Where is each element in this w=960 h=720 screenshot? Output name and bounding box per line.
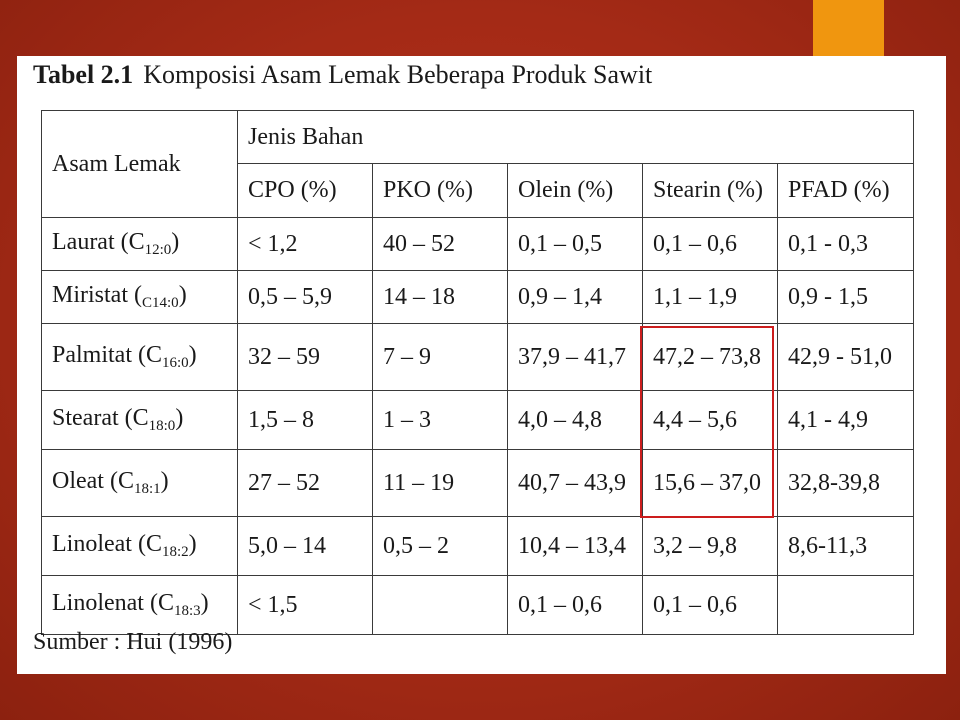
table-cell: 0,1 - 0,3	[778, 218, 914, 271]
table-row	[42, 324, 914, 391]
table-number: Tabel 2.1	[33, 60, 134, 89]
table-cell: 47,2 – 73,8	[643, 324, 778, 391]
table-row	[42, 218, 914, 271]
table-cell: 40,7 – 43,9	[508, 450, 643, 517]
table-row	[42, 391, 914, 450]
col-header: Stearin (%)	[643, 164, 778, 218]
row-label: Linolenat $(C_{18:3})$	[42, 576, 238, 635]
table-cell: 0,1 – 0,5	[508, 218, 643, 271]
table-row	[42, 271, 914, 324]
table-row	[42, 517, 914, 576]
table-cell: 0,9 - 1,5	[778, 271, 914, 324]
header-row-group	[42, 111, 914, 164]
table-cell: 0,5 – 5,9	[238, 271, 373, 324]
slide-content	[17, 56, 946, 674]
col-header: PKO (%)	[373, 164, 508, 218]
table-cell: 8,6-11,3	[778, 517, 914, 576]
table-cell: 7 – 9	[373, 324, 508, 391]
row-label: Laurat $(C_{12:0})$	[42, 218, 238, 271]
row-label: Oleat $(C_{18:1})$	[42, 450, 238, 517]
table-cell: 4,4 – 5,6	[643, 391, 778, 450]
table-cell: 0,5 – 2	[373, 517, 508, 576]
fatty-acid-table	[41, 110, 914, 635]
table-row	[42, 450, 914, 517]
table-cell	[778, 576, 914, 635]
table-cell: 32,8-39,8	[778, 450, 914, 517]
source-citation: Sumber : Hui (1996)	[33, 629, 233, 655]
table-cell: 32 – 59	[238, 324, 373, 391]
row-label: Miristat $(_{C14:0})$	[42, 271, 238, 324]
col-header: CPO (%)	[238, 164, 373, 218]
table-cell: 37,9 – 41,7	[508, 324, 643, 391]
row-label: Palmitat $(C_{16:0})$	[42, 324, 238, 391]
table-caption: Komposisi Asam Lemak Beberapa Produk Sawit	[143, 60, 653, 89]
row-label: Linoleat $(C_{18:2})$	[42, 517, 238, 576]
table-cell	[373, 576, 508, 635]
table-cell: 14 – 18	[373, 271, 508, 324]
table-row	[42, 576, 914, 635]
table-cell: 15,6 – 37,0	[643, 450, 778, 517]
table-cell: 11 – 19	[373, 450, 508, 517]
row-label: Stearat $(C_{18:0})$	[42, 391, 238, 450]
table-cell: 4,1 - 4,9	[778, 391, 914, 450]
table-cell: 42,9 - 51,0	[778, 324, 914, 391]
table-title	[33, 60, 652, 90]
table-cell: 27 – 52	[238, 450, 373, 517]
table-cell: 1,5 – 8	[238, 391, 373, 450]
table-cell: 40 – 52	[373, 218, 508, 271]
table-cell: 0,9 – 1,4	[508, 271, 643, 324]
table-cell: 3,2 – 9,8	[643, 517, 778, 576]
header-asam-lemak: Asam Lemak	[42, 111, 238, 218]
table-cell: 5,0 – 14	[238, 517, 373, 576]
table-cell: 0,1 – 0,6	[643, 576, 778, 635]
table-cell: < 1,2	[238, 218, 373, 271]
accent-bar	[813, 0, 884, 56]
stearin-highlight-box	[640, 326, 774, 518]
table-cell: 0,1 – 0,6	[508, 576, 643, 635]
table-cell: 4,0 – 4,8	[508, 391, 643, 450]
table-cell: 1,1 – 1,9	[643, 271, 778, 324]
col-header: Olein (%)	[508, 164, 643, 218]
col-header: PFAD (%)	[778, 164, 914, 218]
header-jenis-bahan: Jenis Bahan	[238, 111, 914, 164]
table-cell: < 1,5	[238, 576, 373, 635]
table-cell: 1 – 3	[373, 391, 508, 450]
table-cell: 10,4 – 13,4	[508, 517, 643, 576]
table-cell: 0,1 – 0,6	[643, 218, 778, 271]
